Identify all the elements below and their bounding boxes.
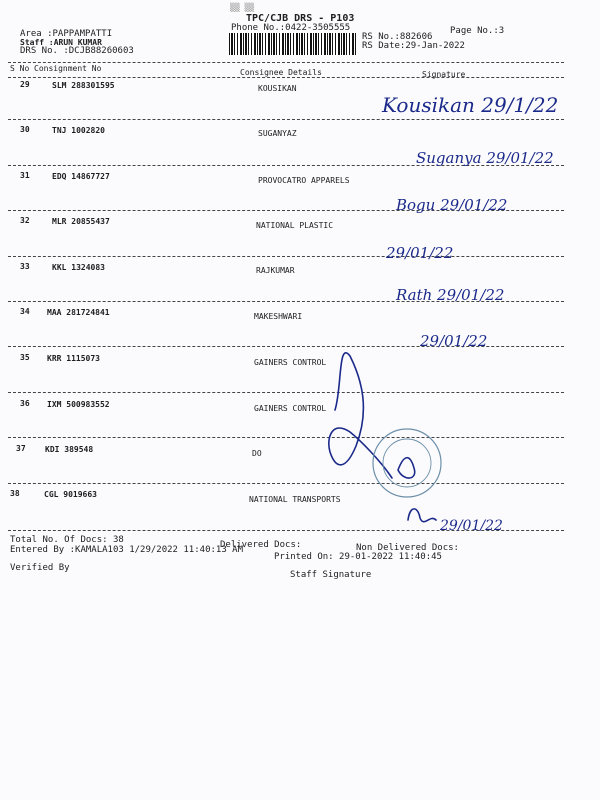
row-sno: 30	[20, 125, 30, 134]
row-consignment: EDQ 14867727	[52, 172, 110, 181]
row-consignment: KDI 389548	[45, 445, 94, 454]
drs-title: TPC/CJB DRS - P103	[246, 13, 355, 24]
row-consignee: SUGANYAZ	[258, 129, 297, 138]
non-delivered-docs: Non Delivered Docs:	[356, 543, 459, 553]
row-sno: 37	[16, 444, 26, 453]
seal-stamp-inner	[383, 439, 431, 487]
row-sno: 34	[20, 307, 30, 316]
verified-by: Verified By	[10, 563, 70, 573]
staff-signature: Staff Signature	[290, 570, 372, 580]
handwritten-sig-30: Suganya 29/01/22	[416, 149, 554, 167]
rs-date: RS Date:29-Jan-2022	[362, 41, 465, 51]
row-sno: 36	[20, 399, 30, 408]
row-consignee: NATIONAL PLASTIC	[256, 221, 334, 230]
col-consignment: Consignment No	[34, 64, 102, 73]
row-consignee: GAINERS CONTROL	[254, 358, 327, 367]
handwritten-sig-32: 29/01/22	[386, 244, 454, 262]
handwritten-sig-38: 29/01/22	[440, 518, 503, 534]
handwritten-sig-31: Bogu 29/01/22	[396, 196, 508, 214]
row-consignee: DO	[252, 449, 262, 458]
handwritten-sig-34: 29/01/22	[420, 332, 488, 350]
row-consignee: GAINERS CONTROL	[254, 404, 327, 413]
handwritten-sig-33: Rath 29/01/22	[396, 286, 505, 304]
row-consignment: TNJ 1002820	[52, 126, 105, 135]
row-consignee: NATIONAL TRANSPORTS	[249, 495, 341, 504]
total-docs: Total No. Of Docs: 38	[10, 535, 124, 545]
area-label: Area :PAPPAMPATTI	[20, 29, 113, 39]
row-consignment: MLR 20855437	[52, 217, 110, 226]
row-consignee: PROVOCATRO APPARELS	[258, 176, 350, 185]
page-number: Page No.:3	[450, 26, 505, 36]
row-sno: 35	[20, 353, 30, 362]
row-sno: 29	[20, 80, 30, 89]
col-consignee: Consignee Details	[240, 68, 322, 77]
col-signature: Signature	[422, 70, 466, 79]
row-sno: 31	[20, 171, 30, 180]
rs-number: RS No.:882606	[362, 32, 433, 42]
row-sno: 33	[20, 262, 30, 271]
printed-on: Printed On: 29-01-2022 11:40:45	[274, 552, 442, 562]
row-consignment: MAA 281724841	[47, 308, 110, 317]
row-consignment: KRR 1115073	[47, 354, 100, 363]
header-smudge: ▒▒ ▒▒	[230, 3, 255, 12]
delivered-docs: Delivered Docs:	[220, 540, 302, 550]
staff-label: Staff :ARUN KUMAR	[20, 38, 102, 47]
row-consignment: SLM 288301595	[52, 81, 115, 90]
col-sno: S No	[10, 64, 30, 73]
row-consignee: RAJKUMAR	[256, 266, 295, 275]
signature-stroke	[408, 509, 436, 522]
entered-by: Entered By :KAMALA103 1/29/2022 11:40:13 AM	[10, 545, 243, 555]
signature-stroke	[329, 353, 392, 478]
row-consignee: KOUSIKAN	[258, 84, 297, 93]
phone-number: Phone No.:0422-3505555	[231, 23, 351, 33]
row-consignment: KKL 1324083	[52, 263, 105, 272]
row-sno: 32	[20, 216, 30, 225]
drs-number: DRS No. :DCJB88260603	[20, 46, 134, 56]
row-consignment: CGL 9019663	[44, 490, 97, 499]
row-consignment: IXM 500983552	[47, 400, 110, 409]
row-sno: 38	[10, 489, 20, 498]
row-consignee: MAKESHWARI	[254, 312, 303, 321]
seal-scribble	[398, 458, 415, 478]
handwritten-sig-29: Kousikan 29/1/22	[382, 93, 559, 117]
